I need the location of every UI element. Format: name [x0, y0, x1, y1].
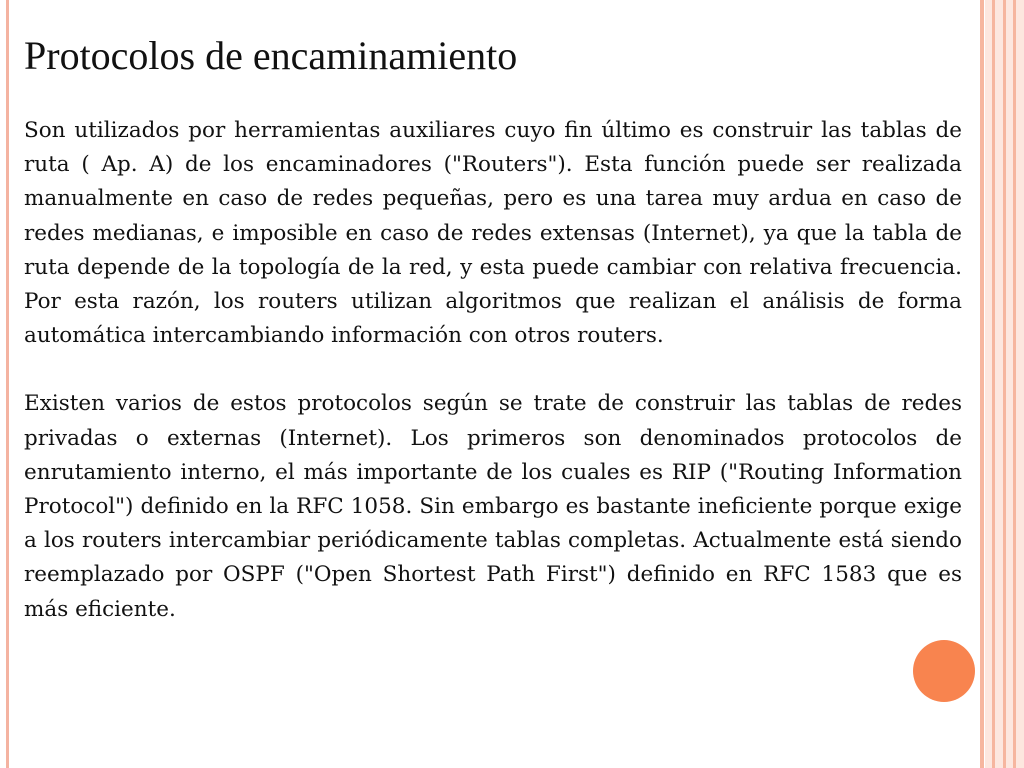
paragraph-1: Son utilizados por herramientas auxiliares cuyo fin último es construir las tablas de ruta ( Ap. A) de los encaminadores ("Routers"). Esta función puede ser realizada manualmente en caso de redes pequeñas, pero es una tarea muy ardua en caso de redes medianas, e imposible en caso de redes extensas (Internet), ya que la tabla de ruta depende de la topología de la red, y esta puede cambiar con relativa frecuencia. Por esta razón, los routers utilizan algoritmos que realizan el análisis de forma automática intercambiando información con otros routers.	[24, 118, 962, 349]
slide-body	[24, 114, 962, 661]
right-stripe	[980, 0, 984, 768]
right-stripe	[1003, 0, 1006, 768]
right-stripe	[1013, 0, 1016, 768]
left-border-line	[6, 0, 9, 768]
right-stripe	[992, 0, 995, 768]
paragraph-2: Existen varios de estos protocolos según se trate de construir las tablas de redes privadas o externas (Internet). Los primeros son denominados protocolos de enrutamiento interno, el más importante de los cuales es RIP ("Routing Information Protocol") definido en la RFC 1058. Sin embargo es bastante ineficiente porque exige a los routers intercambiar periódicamente tablas completas. Actualmente está siendo reemplazado por OSPF ("Open Shortest Path First") definido en RFC 1583 que es más eficiente.	[24, 391, 962, 622]
slide-title: Protocolos de encaminamiento	[24, 33, 518, 78]
decorative-circle	[913, 640, 975, 702]
